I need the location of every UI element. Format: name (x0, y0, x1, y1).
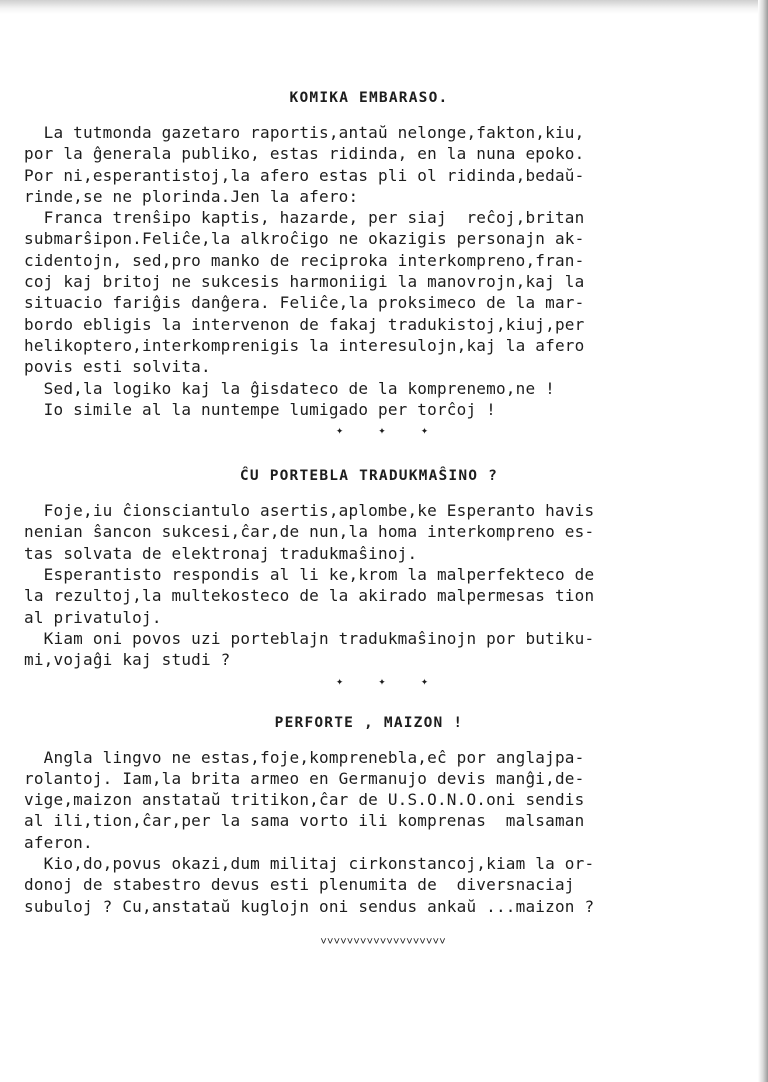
text-line: al ili,tion,ĉar,per la sama vorto ili komprenas malsaman (24, 811, 585, 831)
article-title: PERFORTE , MAIZON ! (274, 714, 464, 731)
scan-right-edge (758, 0, 768, 1082)
text-line: subuloj ? Cu,anstataŭ kuglojn oni sendus ankaŭ ...maizon ? (24, 896, 595, 916)
text-line: helikoptero,interkomprenigis la interesulojn,kaj la afero (24, 335, 585, 355)
article-komika-embaraso (24, 88, 714, 440)
text-line: rolantoj. Iam,la brita armeo en Germanujo devis manĝi,de- (24, 768, 585, 788)
text-line: coj kaj britoj ne sukcesis harmoniigi la manovrojn,kaj la (24, 272, 585, 292)
section-separator: ✦ ✦ ✦ (335, 673, 443, 688)
text-line: Kiam oni povos uzi porteblajn tradukmaŝinojn por butiku- (24, 628, 595, 648)
text-line: Angla lingvo ne estas,foje,komprenebla,eĉ por anglajpa- (24, 747, 585, 767)
article-perforte-maizon (24, 713, 714, 917)
section-separator: ✦ ✦ ✦ (335, 423, 443, 438)
closing-ornament: ˅˅˅˅˅˅˅˅˅˅˅˅˅˅˅˅˅˅˅ (320, 934, 446, 948)
text-line: mi,vojaĝi kaj studi ? (24, 650, 231, 670)
text-line: Kio,do,povus okazi,dum militaj cirkonstancoj,kiam la or- (24, 854, 595, 874)
text-line: Sed,la logiko kaj la ĝisdateco de la komprenemo,ne ! (24, 378, 555, 398)
text-line: donoj de stabestro devus esti plenumita de diversnaciaj (24, 875, 575, 895)
text-line: La tutmonda gazetaro raportis,antaŭ nelonge,fakton,kiu, (24, 123, 585, 142)
article-body (24, 500, 714, 670)
article-cu-portebla-tradukmasino (24, 466, 714, 690)
scan-top-shadow (0, 0, 768, 14)
document-page (24, 88, 714, 949)
text-line: vige,maizon anstataŭ tritikon,ĉar de U.S.O.N.O.oni sendis (24, 790, 585, 810)
text-line: bordo ebligis la intervenon de fakaj tradukistoj,kiuj,per (24, 314, 585, 334)
text-line: al privatuloj. (24, 607, 162, 627)
article-title: KOMIKA EMBARASO. (289, 90, 449, 106)
article-title: ĈU PORTEBLA TRADUKMAŜINO ? (239, 468, 499, 485)
text-line: povis esti solvita. (24, 357, 211, 377)
text-line: Foje,iu ĉionsciantulo asertis,aplombe,ke Esperanto havis (24, 501, 595, 521)
text-line: aferon. (24, 832, 93, 852)
text-line: la rezultoj,la multekosteco de la akirado malpermesas tion (24, 586, 595, 606)
text-line: nenian ŝancon sukcesi,ĉar,de nun,la homa interkompreno es- (24, 522, 595, 542)
text-line: rinde,se ne plorinda.Jen la afero: (24, 186, 359, 206)
text-line: Por ni,esperantistoj,la afero estas pli ol ridinda,bedaŭ- (24, 165, 585, 185)
text-line: Io simile al la nuntempe lumigado per torĉoj ! (24, 399, 496, 419)
text-line: Franca trenŝipo kaptis, hazarde, per siaj reĉoj,britan (24, 208, 585, 228)
article-body (24, 122, 714, 420)
text-line: por la ĝenerala publiko, estas ridinda, en la nuna epoko. (24, 144, 585, 164)
text-line: submarŝipon.Feliĉe,la alkroĉigo ne okazigis personajn ak- (24, 229, 585, 249)
text-line: tas solvata de elektronaj tradukmaŝinoj. (24, 543, 418, 563)
text-line: situacio fariĝis danĝera. Feliĉe,la proksimeco de la mar- (24, 293, 585, 313)
text-line: Esperantisto respondis al li ke,krom la malperfekteco de (24, 565, 595, 585)
article-body (24, 747, 714, 917)
text-line: cidentojn, sed,pro manko de reciproka interkompreno,fran- (24, 250, 585, 270)
